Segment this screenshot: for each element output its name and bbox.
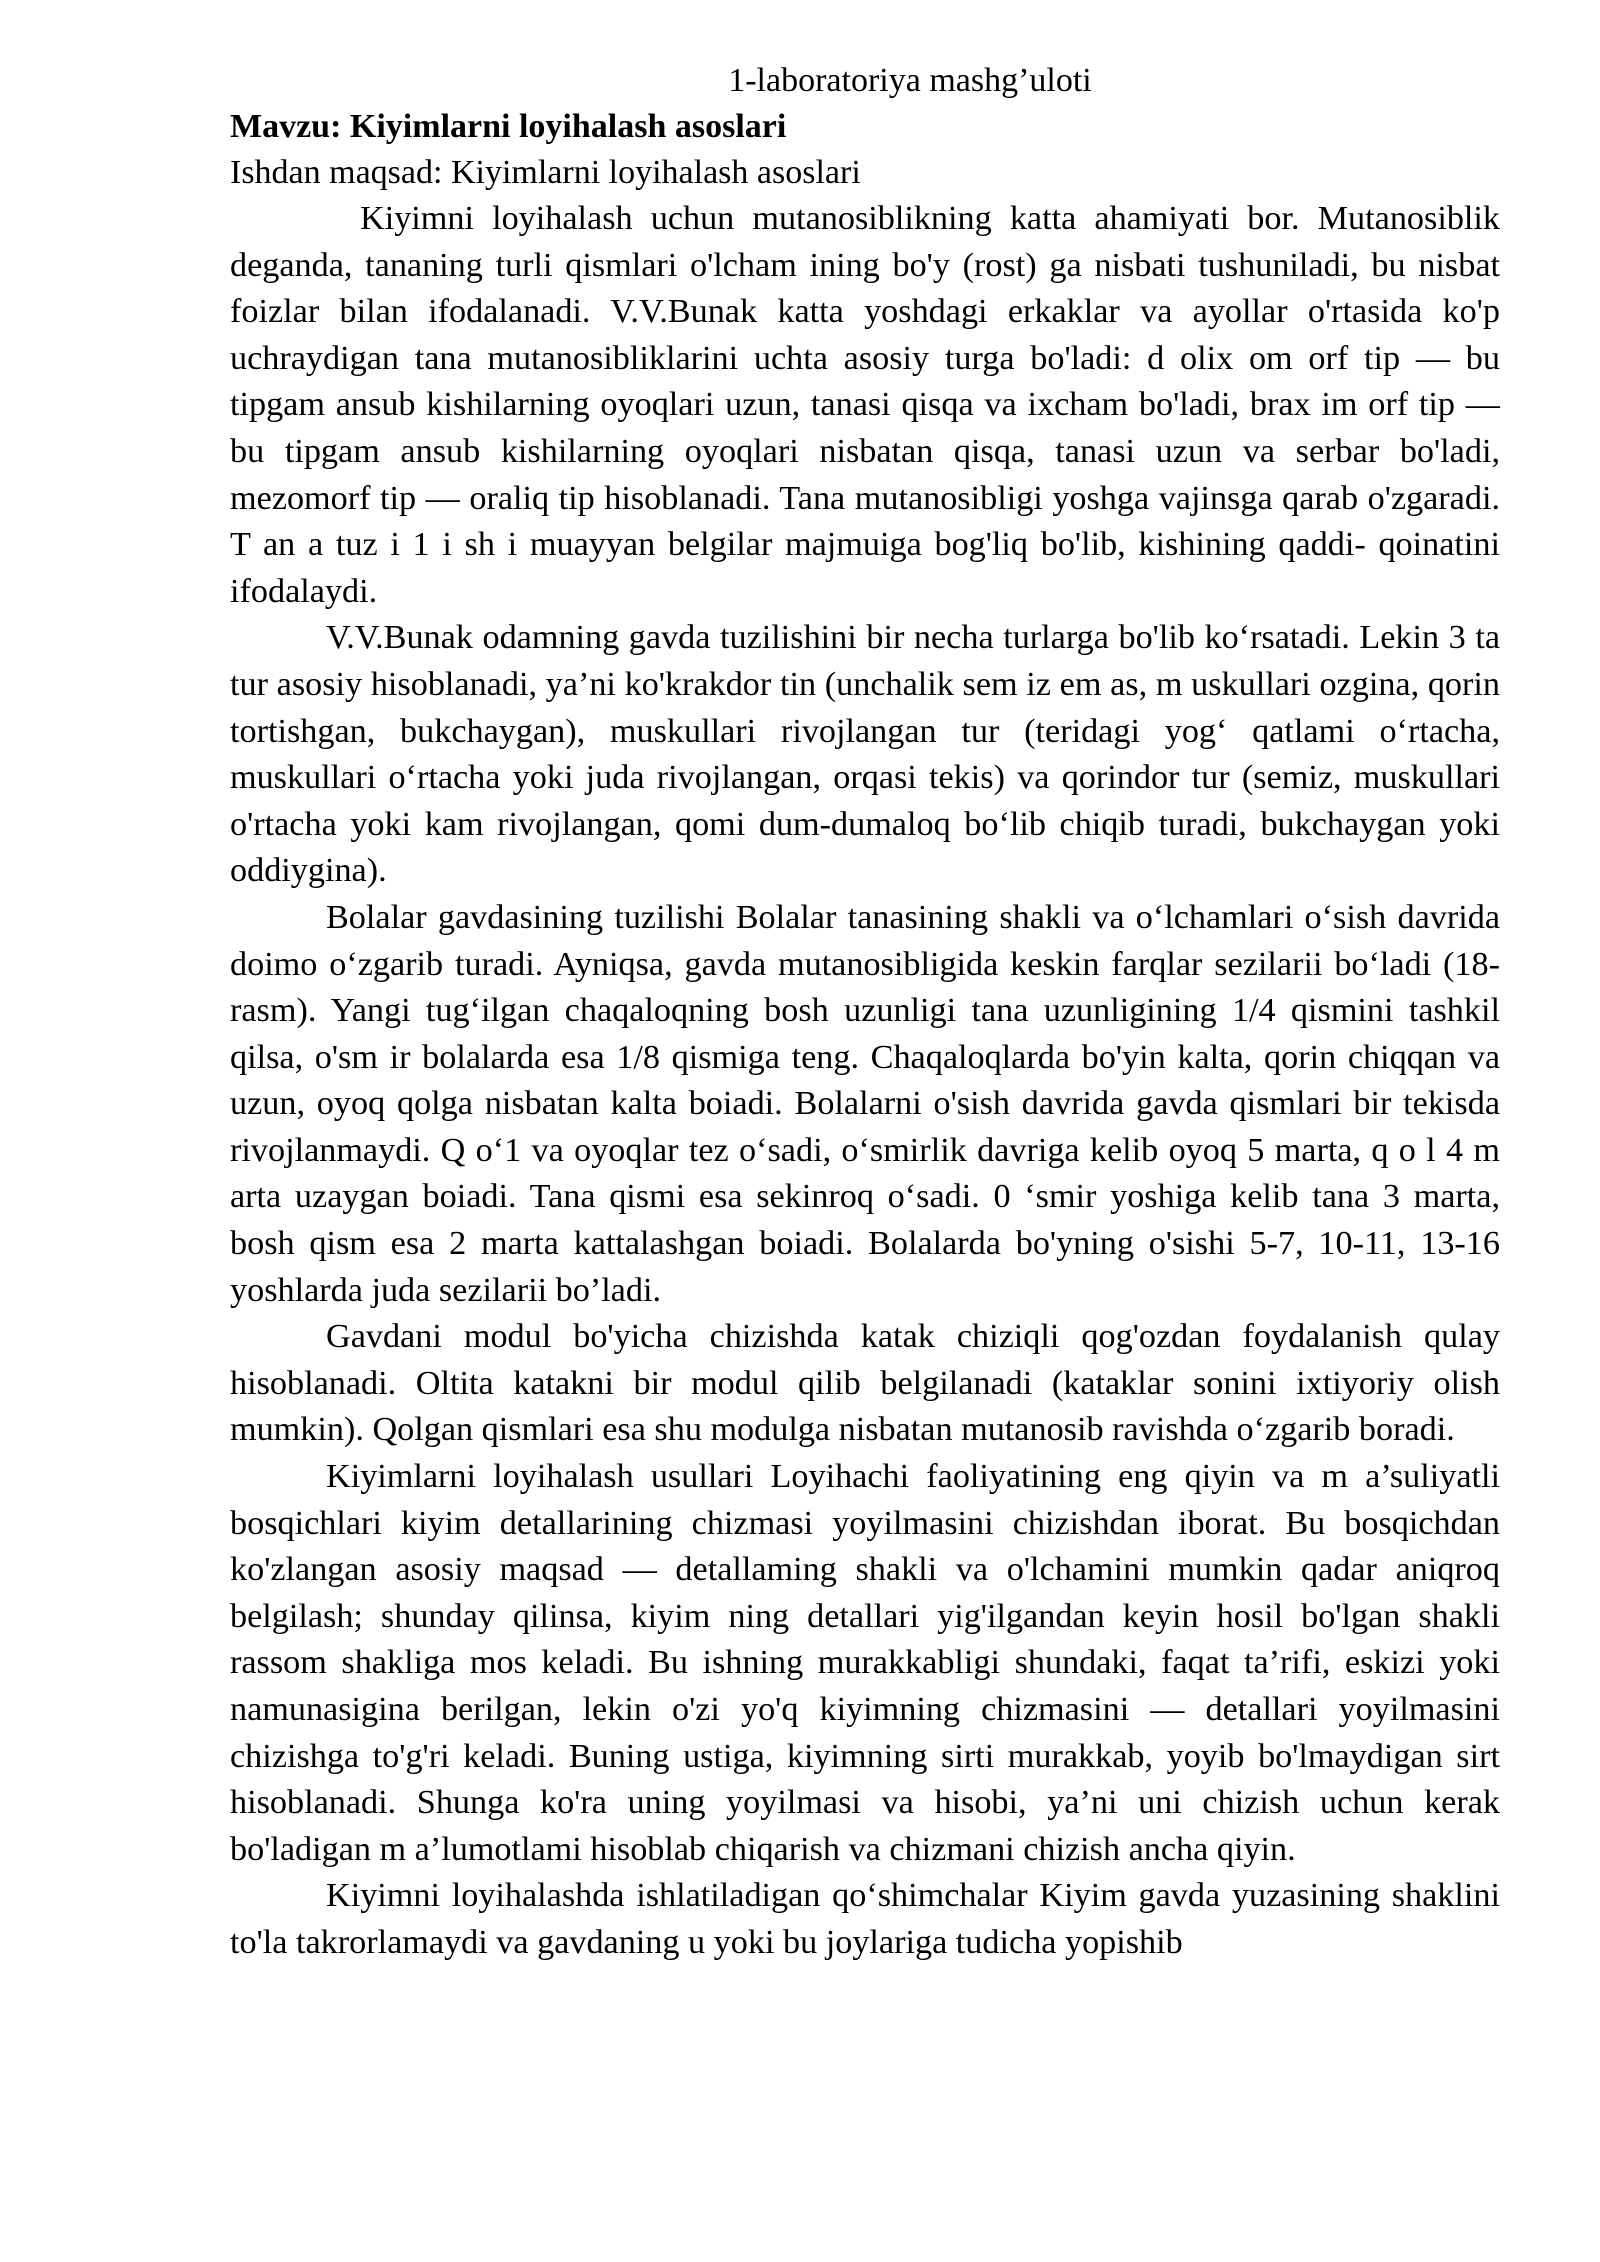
- document-goal: Ishdan maqsad: Kiyimlarni loyihalash asoslari: [230, 154, 861, 191]
- document-subject: Mavzu: Kiyimlarni loyihalash asoslari: [230, 108, 787, 145]
- paragraph: Gavdani modul bo'yicha chizishda katak chiziqli qog'ozdan foydalanish qulay hisoblanadi. Oltita katakni bir modul qilib belgilanadi (kataklar sonini ixtiyoriy olish mumkin). Qolgan qismlari esa shu modulga nisbatan mutanosib ravishda o‘zgarib boradi.: [230, 1318, 1500, 1449]
- paragraph: V.V.Bunak odamning gavda tuzilishini bir necha turlarga bo'lib ko‘rsatadi. Lekin 3 ta tur asosiy hisoblanadi, ya’ni ko'krakdor tin (unchalik sem iz em as, m uskullari ozgina, qorin tortishgan, bukchaygan), muskullari rivojlangan tur (teridagi yog‘ qatlami o‘rtacha, muskullari o‘rtacha yoki juda rivojlangan, orqasi tekis) va qorindor tur (semiz, muskullari o'rtacha yoki kam rivojlangan, qomi dum-dumaloq bo‘lib chiqib turadi, bukchaygan yoki oddiygina).: [230, 619, 1500, 890]
- document-body: [230, 58, 1500, 1967]
- paragraph: Kiyimlarni loyihalash usullari Loyihachi faoliyatining eng qiyin va m a’suliyatli bosqichlari kiyim detallarining chizmasi yoyilmasini chizishdan iborat. Bu bosqichdan ko'zlangan asosiy maqsad — detallaming shakli va o'lchamini mumkin qadar aniqroq belgilash; shunday qilinsa, kiyim ning detallari yig'ilgandan keyin hosil bo'lgan shakli rassom shakliga mos keladi. Bu ishning murakkabligi shundaki, faqat ta’rifi, eskizi yoki namunasigina berilgan, lekin o'zi yo'q kiyimning chizmasini — detallari yoyilmasini chizishga to'g'ri keladi. Buning ustiga, kiyimning sirti murakkab, yoyib bo'lmaydigan sirt hisoblanadi. Shunga ko'ra uning yoyilmasi va hisobi, ya’ni uni chizish uchun kerak bo'ladigan m a’lumotlami hisoblab chiqarish va chizmani chizish ancha qiyin.: [230, 1458, 1500, 1868]
- paragraph: Bolalar gavdasining tuzilishi Bolalar tanasining shakli va o‘lchamlari o‘sish davrida doimo o‘zgarib turadi. Ayniqsa, gavda mutanosibligida keskin farqlar sezilarii bo‘ladi (18-rasm). Yangi tug‘ilgan chaqaloqning bosh uzunligi tana uzunligining 1/4 qismini tashkil qilsa, o'sm ir bolalarda esa 1/8 qismiga teng. Chaqaloqlarda bo'yin kalta, qorin chiqqan va uzun, oyoq qolga nisbatan kalta boiadi. Bolalarni o'sish davrida gavda qismlari bir tekisda rivojlanmaydi. Q o‘1 va oyoqlar tez o‘sadi, o‘smirlik davriga kelib oyoq 5 marta, q o l 4 m arta uzaygan boiadi. Tana qismi esa sekinroq o‘sadi. 0 ‘smir yoshiga kelib tana 3 marta, bosh qism esa 2 marta kattalashgan boiadi. Bolalarda bo'yning o'sishi 5-7, 10-11, 13-16 yoshlarda juda sezilarii bo’ladi.: [230, 898, 1500, 1309]
- paragraph: Kiyimni loyihalashda ishlatiladigan qo‘shimchalar Kiyim gavda yuzasining shaklini to'la takrorlamaydi va gavdaning u yoki bu joylariga tudicha yopishib: [230, 1877, 1500, 1961]
- paragraph: Kiyimni loyihalash uchun mutanosiblikning katta ahamiyati bor. Mutanosiblik deganda, tananing turli qismlari o'lcham ining bo'y (rost) ga nisbati tushuniladi, bu nisbat foizlar bilan ifodalanadi. V.V.Bunak katta yoshdagi erkaklar va ayollar o'rtasida ko'p uchraydigan tana mutanosibliklarini uchta asosiy turga bo'ladi: d olix om orf tip — bu tipgam ansub kishilarning oyoqlari uzun, tanasi qisqa va ixcham bo'ladi, brax im orf tip — bu tipgam ansub kishilarning oyoqlari nisbatan qisqa, tanasi uzun va serbar bo'ladi, mezomorf tip — oraliq tip hisoblanadi. Tana mutanosibligi yoshga vajinsga qarab o'zgaradi. T an a tuz i 1 i sh i muayyan belgilar majmuiga bog'liq bo'lib, kishining qaddi- qoinatini ifodalaydi.: [230, 200, 1500, 610]
- document-title: 1-laboratoriya mashg’uloti: [728, 62, 1092, 99]
